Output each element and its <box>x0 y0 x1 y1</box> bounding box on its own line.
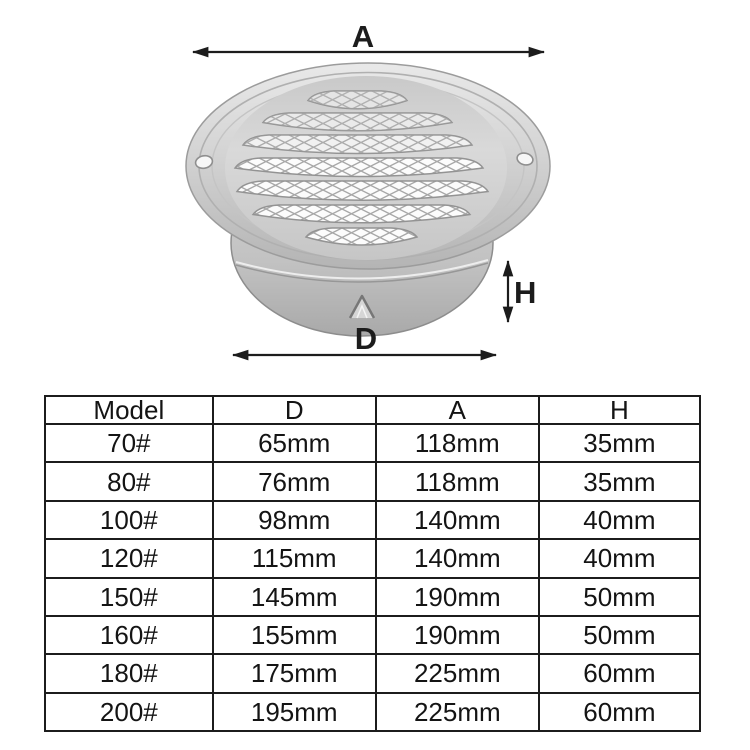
header-model: Model <box>45 396 213 424</box>
h-cell: 35mm <box>539 424 700 462</box>
h-cell: 50mm <box>539 578 700 616</box>
dimension-a <box>193 19 544 54</box>
d-cell: 115mm <box>213 539 376 577</box>
table-row <box>45 578 700 616</box>
header-d: D <box>213 396 376 424</box>
a-cell: 225mm <box>376 654 539 692</box>
table-row <box>45 462 700 500</box>
dim-label-a: A <box>351 19 375 54</box>
a-cell: 140mm <box>376 501 539 539</box>
table-header-row <box>45 396 700 424</box>
model-cell: 120# <box>45 539 213 577</box>
table-row <box>45 424 700 462</box>
a-cell: 190mm <box>376 578 539 616</box>
h-cell: 60mm <box>539 654 700 692</box>
model-cell: 160# <box>45 616 213 654</box>
d-cell: 98mm <box>213 501 376 539</box>
a-cell: 140mm <box>376 539 539 577</box>
d-cell: 175mm <box>213 654 376 692</box>
h-cell: 40mm <box>539 501 700 539</box>
spec-table <box>44 395 701 732</box>
a-cell: 118mm <box>376 424 539 462</box>
model-cell: 200# <box>45 693 213 731</box>
d-cell: 65mm <box>213 424 376 462</box>
d-cell: 76mm <box>213 462 376 500</box>
model-cell: 80# <box>45 462 213 500</box>
table-row <box>45 693 700 731</box>
dimension-d <box>233 321 496 356</box>
table-row <box>45 654 700 692</box>
h-cell: 60mm <box>539 693 700 731</box>
header-h: H <box>539 396 700 424</box>
table-row <box>45 501 700 539</box>
table-row <box>45 539 700 577</box>
header-a: A <box>376 396 539 424</box>
dimension-h <box>508 261 536 322</box>
h-cell: 35mm <box>539 462 700 500</box>
h-cell: 40mm <box>539 539 700 577</box>
a-cell: 225mm <box>376 693 539 731</box>
dim-label-d: D <box>354 321 378 356</box>
dim-label-h: H <box>514 275 537 310</box>
table-row <box>45 616 700 654</box>
model-cell: 150# <box>45 578 213 616</box>
h-cell: 50mm <box>539 616 700 654</box>
a-cell: 190mm <box>376 616 539 654</box>
a-cell: 118mm <box>376 462 539 500</box>
model-cell: 180# <box>45 654 213 692</box>
d-cell: 145mm <box>213 578 376 616</box>
model-cell: 70# <box>45 424 213 462</box>
d-cell: 195mm <box>213 693 376 731</box>
model-cell: 100# <box>45 501 213 539</box>
d-cell: 155mm <box>213 616 376 654</box>
